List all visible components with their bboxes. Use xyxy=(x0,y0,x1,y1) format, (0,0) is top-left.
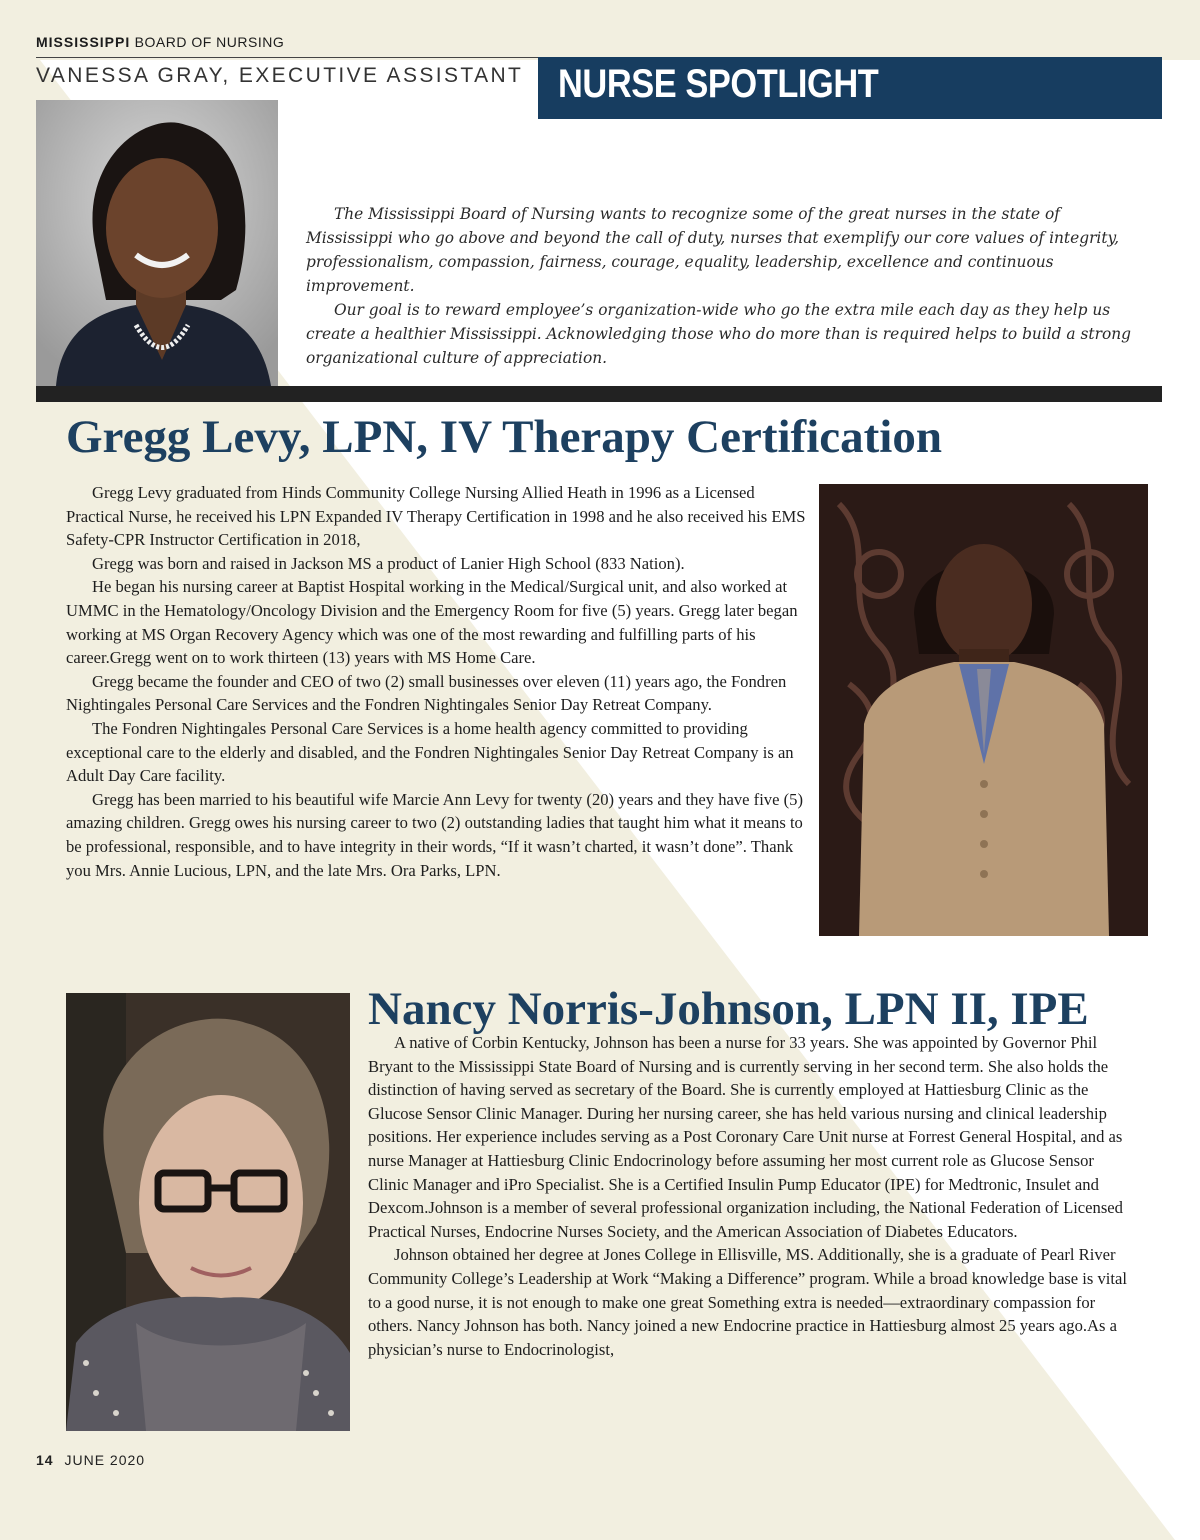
profile-body-nancy-norris-johnson xyxy=(368,1031,1138,1361)
nancy-norris-johnson-photo xyxy=(66,993,350,1431)
issue-date: JUNE 2020 xyxy=(64,1452,146,1468)
intro-paragraph: The Mississippi Board of Nursing wants to recognize some of the great nurses in the state of Mississippi who go above and beyond the call of duty, nurses that exemplify our core values of integrity, professionalism, compassion, fairness, courage, equality, leadership, excellence and continuous improvement. xyxy=(306,205,1120,295)
body-paragraph: A native of Corbin Kentucky, Johnson has been a nurse for 33 years. She was appointed by Governor Phil Bryant to the Mississippi State Board of Nursing and is currently serving in her second term. She also holds the distinction of having served as secretary of the Board. She is currently employed at Hattiesburg Clinic as the Glucose Sensor Clinic Manager. During her nursing career, she has held various nursing and clinical leadership positions. Her experience includes serving as a Post Coronary Care Unit nurse at Forrest General Hospital, and as nurse Manager at Hattiesburg Clinic Endocrinology before assuming her most current role as Glucose Sensor Clinic Manager and iPro Specialist. She is a Certified Insulin Pump Educator (IPE) for Medtronic, Insulet and Dexcom.Johnson is a member of several professional organization including, the National Federation of Licensed Practical Nurses, Endocrine Nurses Society, and the American Association of Diabetes Educators. xyxy=(368,1033,1123,1241)
publication-name xyxy=(36,34,284,50)
page-footer xyxy=(36,1452,145,1468)
intro-text xyxy=(306,202,1138,370)
publication-name-rest: BOARD OF NURSING xyxy=(134,34,285,50)
publication-name-bold: MISSISSIPPI xyxy=(36,34,131,50)
body-paragraph: Johnson obtained her degree at Jones College in Ellisville, MS. Additionally, she is a graduate of Pearl River Community College’s Leadership at Work “Making a Difference” program. While a broad knowledge base is vital to a good nurse, it is not enough to make one great Something extra is needed—extraordinary compassion for others. Nancy Johnson has both. Nancy joined a new Endocrine practice in Hattiesburg almost 25 years ago.As a physician’s nurse to Endocrinologist, xyxy=(368,1245,1127,1359)
section-divider-bar xyxy=(36,386,1162,402)
section-title: NURSE SPOTLIGHT xyxy=(558,62,879,106)
body-paragraph: The Fondren Nightingales Personal Care Services is a home health agency committed to providing exceptional care to the elderly and disabled, and the Fondren Nightingales Senior Day Retreat Company is an Adult Day Care facility. xyxy=(66,718,794,786)
profile-heading-gregg-levy: Gregg Levy, LPN, IV Therapy Certification xyxy=(66,411,942,463)
body-paragraph: Gregg Levy graduated from Hinds Community College Nursing Allied Heath in 1996 as a Licensed Practical Nurse, he received his LPN Expanded IV Therapy Certification in 1998 and he also received his EMS Safety-CPR Instructor Certification in 2018, xyxy=(66,483,806,550)
page-number: 14 xyxy=(36,1452,54,1468)
body-paragraph: Gregg was born and raised in Jackson MS a product of Lanier High School (833 Nation). xyxy=(92,553,685,573)
profile-heading-nancy-norris-johnson: Nancy Norris-Johnson, LPN II, IPE xyxy=(368,983,1089,1035)
gregg-levy-photo xyxy=(819,484,1148,936)
body-paragraph: Gregg has been married to his beautiful wife Marcie Ann Levy for twenty (20) years and they have five (5) amazing children. Gregg owes his nursing career to two (2) outstanding ladies that taught him what it means to be professional, responsible, and to have integrity in their words, “If it wasn’t charted, it wasn’t done”. Thank you Mrs. Annie Lucious, LPN, and the late Mrs. Ora Parks, LPN. xyxy=(66,789,803,880)
body-paragraph: Gregg became the founder and CEO of two (2) small businesses over eleven (11) years ago, the Fondren Nightingales Personal Care Services and the Fondren Nightingales Senior Day Retreat Company. xyxy=(66,671,787,715)
author-photo xyxy=(36,100,278,386)
profile-body-gregg-levy xyxy=(66,481,808,882)
intro-paragraph: Our goal is to reward employee’s organization-wide who go the extra mile each day as they help us create a healthier Mississippi. Acknowledging those who do more than is required helps to build a strong organizational culture of appreciation. xyxy=(306,301,1131,367)
article-author: VANESSA GRAY, EXECUTIVE ASSISTANT xyxy=(36,64,524,87)
body-paragraph: He began his nursing career at Baptist Hospital working in the Medical/Surgical unit, and also worked at UMMC in the Hematology/Oncology Division and the Emergency Room for five (5) years. Gregg later began working at MS Organ Recovery Agency which was one of the most rewarding and fulfilling parts of his career.Gregg went on to work thirteen (13) years with MS Home Care. xyxy=(66,577,798,668)
